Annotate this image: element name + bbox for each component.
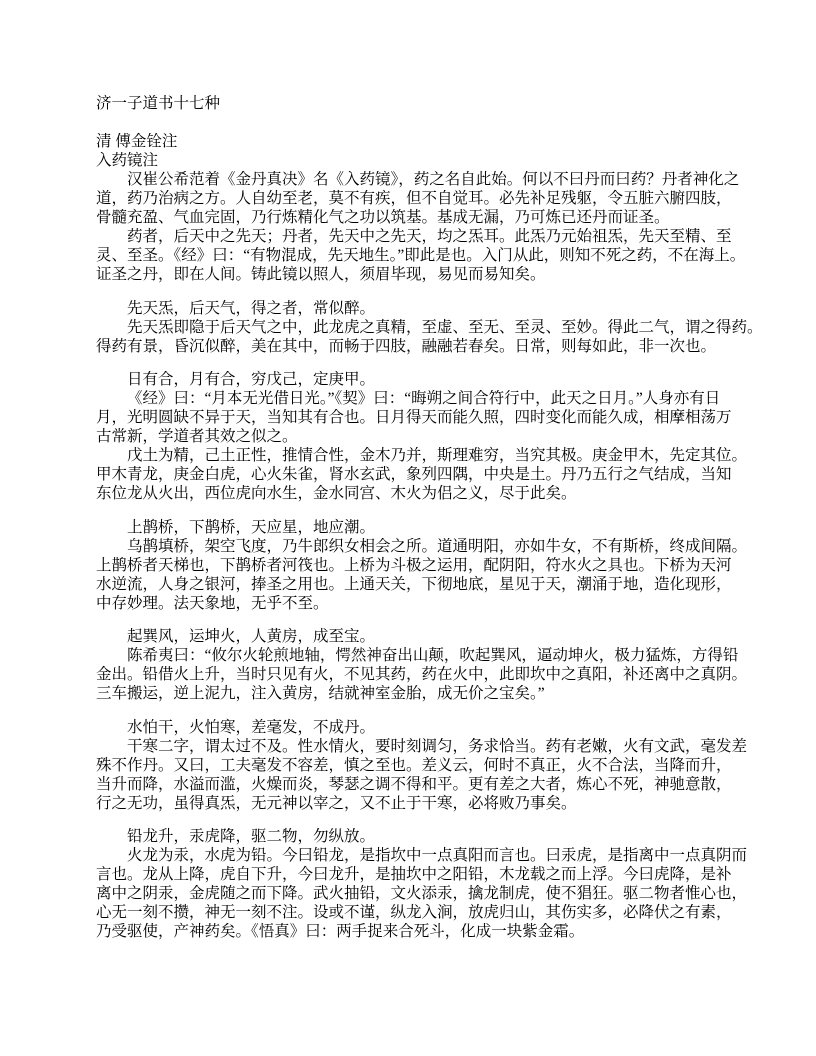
text-line: 古常新，学道者其效之似之。 <box>96 428 298 445</box>
author-byline: 清 傅金铨注 <box>96 133 178 150</box>
text-line: 上鹊桥者天梯也，下鹊桥者河筏也。上桥为斗极之运用，配阴阳，符水火之具也。下桥为天河 <box>96 556 732 574</box>
text-line: 灵、至圣。《经》曰：“有物混成，先天地生。”即此是也。入门从此，则知不死之药，不在海上。 <box>96 247 746 264</box>
text-line: 干寒二字，谓太过不及。性水情火，要时刻调匀，务求恰当。药有老嫩，火有文武，毫发差 <box>127 737 748 755</box>
text-line: 当升而降，水溢而滥，火燥而炎，琴瑟之调不得和平。更有差之大者，炼心不死，神驰意散， <box>96 775 732 793</box>
text-line: 离中之阴汞，金虎随之而下降。武火抽铅，文火添汞，擒龙制虎，使不猖狂。驱二物者惟心也， <box>96 885 748 902</box>
text-line: 得药有景，昏沉似醉，美在其中，而畅于四肢，融融若春矣。日常，则每如此，非一次也。 <box>96 337 717 355</box>
text-line: 行之无功，虽得真炁，无元神以宰之，又不止于干寒，必将败乃事矣。 <box>96 794 577 812</box>
text-line: 陈希夷曰：“攸尔火轮煎地轴，愕然神奋出山颠，吹起巽风，逼动坤火，极力猛炼，方得铅 <box>127 647 739 664</box>
text-line: 证圣之丹，即在人间。铸此镜以照人，须眉毕现，易见而易知矣。 <box>96 266 546 283</box>
series-title: 济一子道书十七种 <box>96 95 221 112</box>
text-line: 火龙为汞，水虎为铅。今曰铅龙，是指坎中一点真阳而言也。曰汞虎，是指离中一点真阴而 <box>127 847 748 864</box>
document-body <box>96 170 763 941</box>
text-line: 水怕干，火怕寒，差毫发，不成丹。 <box>127 718 376 736</box>
text-line: 月，光明圆缺不异于天，当知其有合也。日月得天而能久照，四时变化而能久成，相摩相荡万 <box>96 409 732 426</box>
text-line: 戊土为精，己土正性，推情合性，金木乃并，斯理难穷，当究其极。庚金甲木，先定其位。 <box>127 447 748 464</box>
text-line: 三车搬运，逆上泥九，注入黄房，结就神室金胎，成无价之宝矣。” <box>96 685 545 702</box>
text-line: 骨髓充盈、气血完固，乃行炼精化气之功以筑基。基成无漏，乃可炼已还丹而证圣。 <box>96 209 670 226</box>
text-line: 铅龙升，汞虎降，驱二物，勿纵放。 <box>127 828 376 845</box>
text-line: 东位龙从火出，西位虎向水生，金水同宫、木火为侣之义，尽于此矣。 <box>96 485 577 502</box>
text-line: 先天炁，后天气，得之者，常似醉。 <box>127 299 376 317</box>
text-line: 殊不作丹。又曰，工夫毫发不容差，慎之至也。差义云，何时不真正，火不合法，当降而升， <box>96 756 732 774</box>
text-line: 汉崔公希范着《金丹真决》名《入药镜》，药之名自此始。何以不曰丹而曰药？丹者神化之 <box>127 171 740 188</box>
text-line: 先天炁即隐于后天气之中，此龙虎之真精，至虚、至无、至灵、至妙。得此二气，谓之得药。 <box>127 318 763 336</box>
text-line: 起巽风，运坤火，人黄房，成至宝。 <box>127 628 376 645</box>
text-line: 上鹊桥，下鹊桥，天应星，地应潮。 <box>127 518 376 536</box>
text-line: 心无一刻不攒，神无一刻不注。设或不谨，纵龙入涧，放虎归山，其伤实多，必降伏之有素， <box>96 904 732 921</box>
text-line: 言也。龙从上降，虎自下升，今曰龙升，是抽坎中之阳铅，木龙载之而上浮。今曰虎降，是补 <box>96 866 732 883</box>
text-line: 《经》曰：“月本无光借日光。”《契》曰：“晦朔之间合符行中，此天之日月。”人身亦有日 <box>127 390 721 407</box>
text-line: 道，药乃治病之方。人自幼至老，莫不有疾，但不自觉耳。必先补足残躯，令五脏六腑四肢， <box>96 190 732 207</box>
text-line: 甲木青龙，庚金白虎，心火朱雀，肾水玄武，象列四隅，中央是土。丹乃五行之气结成，当知 <box>96 466 732 483</box>
work-title: 入药镜注 <box>96 152 159 169</box>
text-line: 水逆流，人身之银河，捧圣之用也。上通天关，下彻地底，星见于天，潮涌于地，造化现形， <box>96 575 732 593</box>
text-line: 药者，后天中之先天；丹者，先天中之先天，均之炁耳。此炁乃元始祖炁，先天至精、至 <box>127 228 732 245</box>
text-line: 日有合，月有合，穷戊己，定庚甲。 <box>127 371 376 388</box>
text-line: 乌鹊填桥，架空飞度，乃牛郎织女相会之所。道通明阳，亦如牛女，不有斯桥，终成间隔。 <box>127 537 748 555</box>
text-line: 金出。铅借火上升，当时只见有火，不见其药，药在火中，此即坎中之真阳，补还离中之真阴。 <box>96 666 748 683</box>
text-line: 乃受驱使，产神药矣。《悟真》曰：两手捉来合死斗，化成一块紫金霜。 <box>96 923 585 940</box>
text-line: 中存妙理。法天象地，无乎不至。 <box>96 594 329 612</box>
